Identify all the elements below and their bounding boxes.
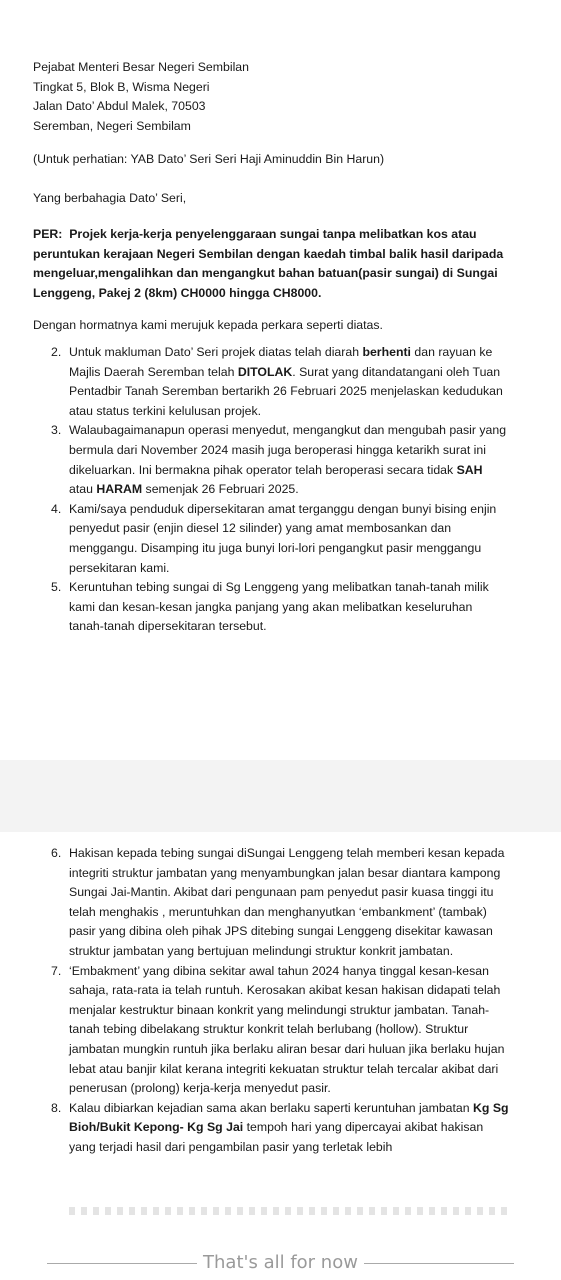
- text-run: . Surat yang ditandatangani oleh Tuan Pentadbir Tanah Seremban bertarikh 26 Februari 2025 menjelaskan kedudukan atau status terkini kelulusan projek.: [69, 364, 503, 418]
- text-run: Hakisan kepada tebing sungai diSungai Lenggeng telah memberi kesan kepada integriti struktur jambatan yang menyambungkan jalan besar diantara kampong Sungai Jai-Mantin. Akibat dari pengunaan pam penyedut pasir kuasa tinggi itu telah menghakis , meruntuhkan dan menghanyutkan ‘embankment’ (tambak) pasir yang dibina oleh pihak JPS ditebing sungai Lenggeng disekitar kawasan struktur jambatan yang bertujuan melindungi struktur konkrit jambatan.: [69, 846, 505, 958]
- text-run: ‘Embakment’ yang dibina sekitar awal tahun 2024 hanya tinggal kesan-kesan sahaja, rata-rata ia telah runtuh. Kerosakan akibat kesan hakisan didapati telah menjalar kestruktur binaan konkrit yang melindungi struktur jambatan. Tanah-tanah tebing dibelakang struktur konkrit telah berlubang (hollow). Struktur jambatan mungkin runtuh jika berlaku aliran besar dari huluan jika berlaku hujan lebat atau banjir kilat kerana integriti kekuatan struktur telah tercalar akibat dari penerusan (prolong) kerja-kerja menyedut pasir.: [69, 963, 505, 1096]
- list-item-text: [69, 844, 509, 962]
- recipient-address: [33, 58, 523, 136]
- bold-text: Kg Sg Bioh/Bukit Kepong- Kg Sg Jai: [69, 1100, 509, 1135]
- intro-paragraph: Dengan hormatnya kami merujuk kepada perkara seperti diatas.: [33, 318, 383, 332]
- letter-page-2: [0, 832, 561, 1212]
- text-run: Kalau dibiarkan kejadian sama akan berlaku saperti keruntuhan jambatan: [69, 1100, 474, 1115]
- text-run: Walaubagaimanapun operasi menyedut, mengangkut dan mengubah pasir yang bermula dari November 2024 masih juga beroperasi hingga ketarikh surat ini dikeluarkan. Ini bermakna pihak operator telah beroperasi secara tidak: [69, 423, 507, 477]
- text-run: Untuk makluman Dato’ Seri projek diatas telah diarah: [69, 345, 363, 359]
- text-run: semenjak 26 Februari 2025.: [142, 482, 299, 497]
- page-separator: [0, 760, 561, 832]
- list-item-number: 6.: [51, 846, 62, 860]
- bold-text: berhenti: [362, 345, 411, 359]
- per-label: PER:: [33, 227, 63, 241]
- numbered-list-page-1: [0, 343, 561, 637]
- footer-rule-right: [364, 1263, 514, 1264]
- list-item: [0, 421, 509, 499]
- list-item-text: [69, 578, 509, 637]
- list-item-number: 5.: [51, 580, 62, 595]
- cut-off-text-line: [69, 1207, 509, 1215]
- salutation: Yang berbahagia Dato’ Seri,: [33, 191, 187, 205]
- list-item-number: 3.: [51, 423, 62, 438]
- bold-text: HARAM: [96, 482, 143, 497]
- list-item-number: 7.: [51, 963, 62, 978]
- list-item: [0, 578, 509, 637]
- footer-rule-left: [47, 1263, 197, 1264]
- list-item-number: 8.: [51, 1100, 62, 1115]
- list-item: [0, 962, 509, 1099]
- footer-text: That's all for now: [203, 1252, 358, 1274]
- text-run: Keruntuhan tebing sungai di Sg Lenggeng yang melibatkan tanah-tanah milik kami dan kesan-kesan jangka panjang yang akan melibatkan keseluruhan tanah-tanah dipersekitaran tersebut.: [69, 580, 489, 634]
- list-item-text: [69, 962, 509, 1099]
- list-item: [0, 500, 509, 578]
- attention-line: (Untuk perhatian: YAB Dato’ Seri Seri Haji Aminuddin Bin Harun): [33, 152, 385, 166]
- numbered-list-page-2: [0, 844, 561, 1158]
- list-item-text: [69, 1099, 509, 1158]
- list-item-number: 4.: [51, 501, 62, 516]
- address-line: Tingkat 5, Blok B, Wisma Negeri: [33, 79, 210, 94]
- text-run: dan rayuan ke Majlis Daerah Seremban telah: [69, 345, 493, 379]
- list-item-text: [69, 343, 509, 421]
- text-run: atau: [69, 482, 97, 497]
- end-of-content-footer: [0, 1246, 561, 1280]
- subject-per: [33, 225, 513, 303]
- list-item-number: 2.: [51, 345, 62, 359]
- bold-text: DITOLAK: [237, 364, 293, 379]
- text-run: tempoh hari yang dipercayai akibat hakisan yang terjadi hasil dari pengambilan pasir yang terletak lebih: [69, 1120, 484, 1154]
- list-item-text: [69, 500, 509, 578]
- address-line: Seremban, Negeri Sembilam: [33, 118, 191, 133]
- list-item-text: [69, 421, 509, 499]
- text-run: Kami/saya penduduk dipersekitaran amat terganggu dengan bunyi bising enjin penyedut pasir (enjin diesel 12 silinder) yang amat membosankan dan menggangu. Disamping itu juga bunyi lori-lori pengangkut pasir menggangu persekitaran kami.: [69, 501, 497, 575]
- list-item: [0, 343, 509, 421]
- list-item: [0, 1099, 509, 1158]
- list-item: [0, 844, 509, 962]
- address-line: Jalan Dato’ Abdul Malek, 70503: [33, 99, 206, 114]
- per-text: Projek kerja-kerja penyelenggaraan sungai tanpa melibatkan kos atau peruntukan kerajaan Negeri Sembilan dengan kaedah timbal balik hasil daripada mengeluar,mengalihkan dan mengangkut bahan batuan(pasir sungai) di Sungai Lenggeng, Pakej 2 (8km) CH0000 hingga CH8000.: [33, 227, 504, 300]
- bold-text: SAH: [456, 462, 483, 477]
- address-line: Pejabat Menteri Besar Negeri Sembilan: [33, 60, 249, 74]
